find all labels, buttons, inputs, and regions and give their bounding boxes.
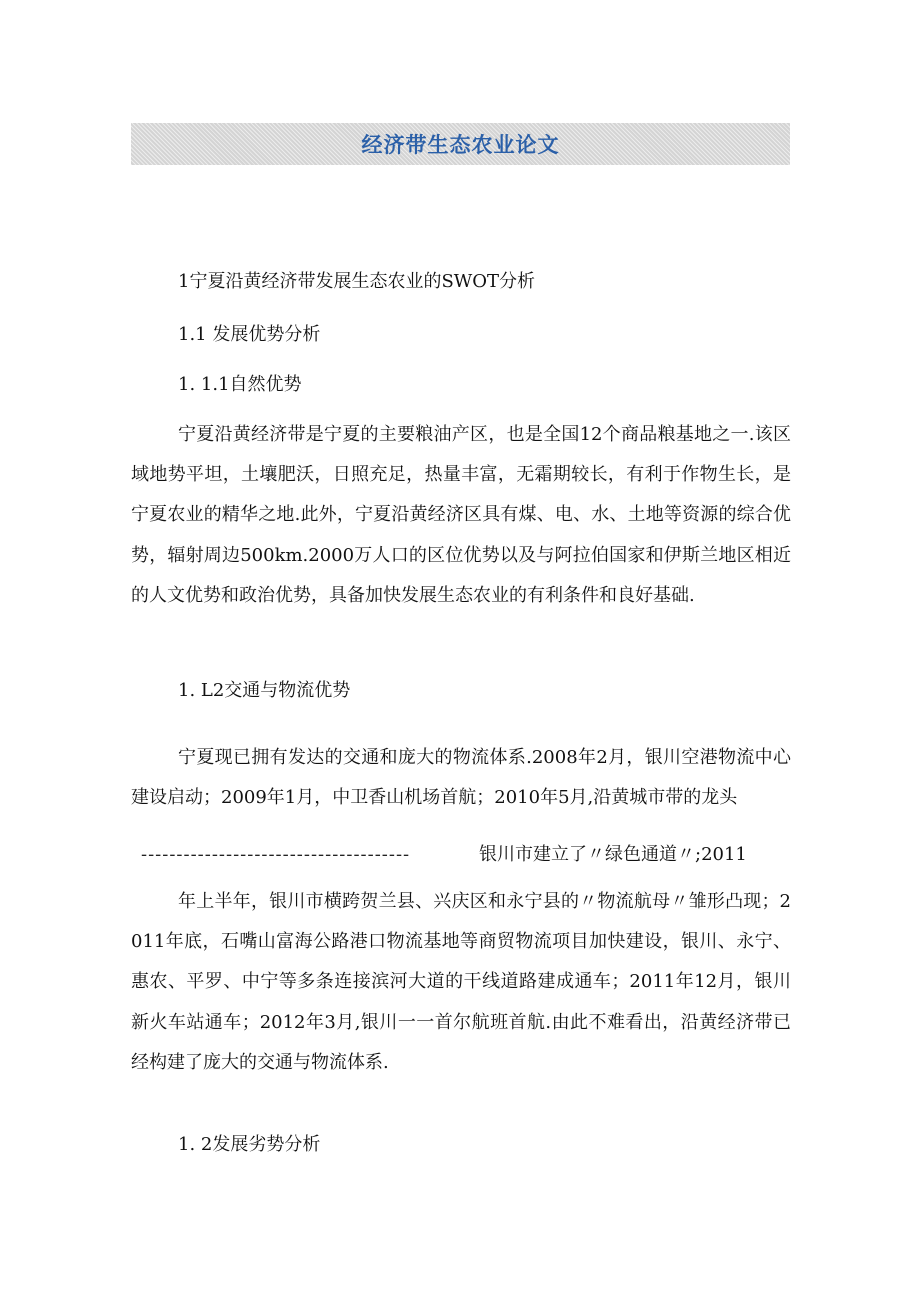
document-title: 经济带生态农业论文 — [361, 133, 560, 157]
paragraph-transport-part-3: 年上半年，银川市横跨贺兰县、兴庆区和永宁县的〃物流航母〃雏形凸现；2011年底，石嘴山富海公路港口物流基地等商贸物流项目加快建设，银川、永宁、惠农、平罗、中宁等多条连接滨河大道的干线道路建成通车；2011年12月，银川新火车站通车；2012年3月,银川一一首尔航班首航.由此不难看出，沿黄经济带已经构建了庞大的交通与物流体系. — [131, 891, 791, 1073]
heading-1-2: 1. 2发展劣势分析 — [178, 1134, 321, 1155]
heading-1-1-2: 1. L2交通与物流优势 — [178, 680, 351, 701]
dashed-separator: -------------------------------------- — [141, 844, 411, 865]
paragraph-natural-advantage: 宁夏沿黄经济带是宁夏的主要粮油产区，也是全国12个商品粮基地之一.该区域地势平坦，土壤肥沃，日照充足，热量丰富，无霜期较长，有利于作物生长，是宁夏农业的精华之地.此外，宁夏沿黄经济区具有煤、电、水、土地等资源的综合优势，辐射周边500km.2000万人口的区位优势以及与阿拉伯国家和伊斯兰地区相近的人文优势和政治优势，具备加快发展生态农业的有利条件和良好基础. — [131, 424, 791, 606]
paragraph-transport-part-1: 宁夏现已拥有发达的交通和庞大的物流体系.2008年2月，银川空港物流中心建设启动；2009年1月，中卫香山机场首航；2010年5月,沿黄城市带的龙头 — [131, 747, 791, 809]
heading-1: 1宁夏沿黄经济带发展生态农业的SWOT分析 — [178, 271, 536, 292]
heading-1-1-1: 1. 1.1自然优势 — [178, 374, 302, 395]
heading-1-1: 1.1 发展优势分析 — [178, 324, 321, 345]
title-banner — [131, 123, 790, 165]
paragraph-transport-part-2: 银川市建立了〃绿色通道〃;2011 — [479, 844, 747, 865]
dashed-line-row — [131, 843, 791, 867]
